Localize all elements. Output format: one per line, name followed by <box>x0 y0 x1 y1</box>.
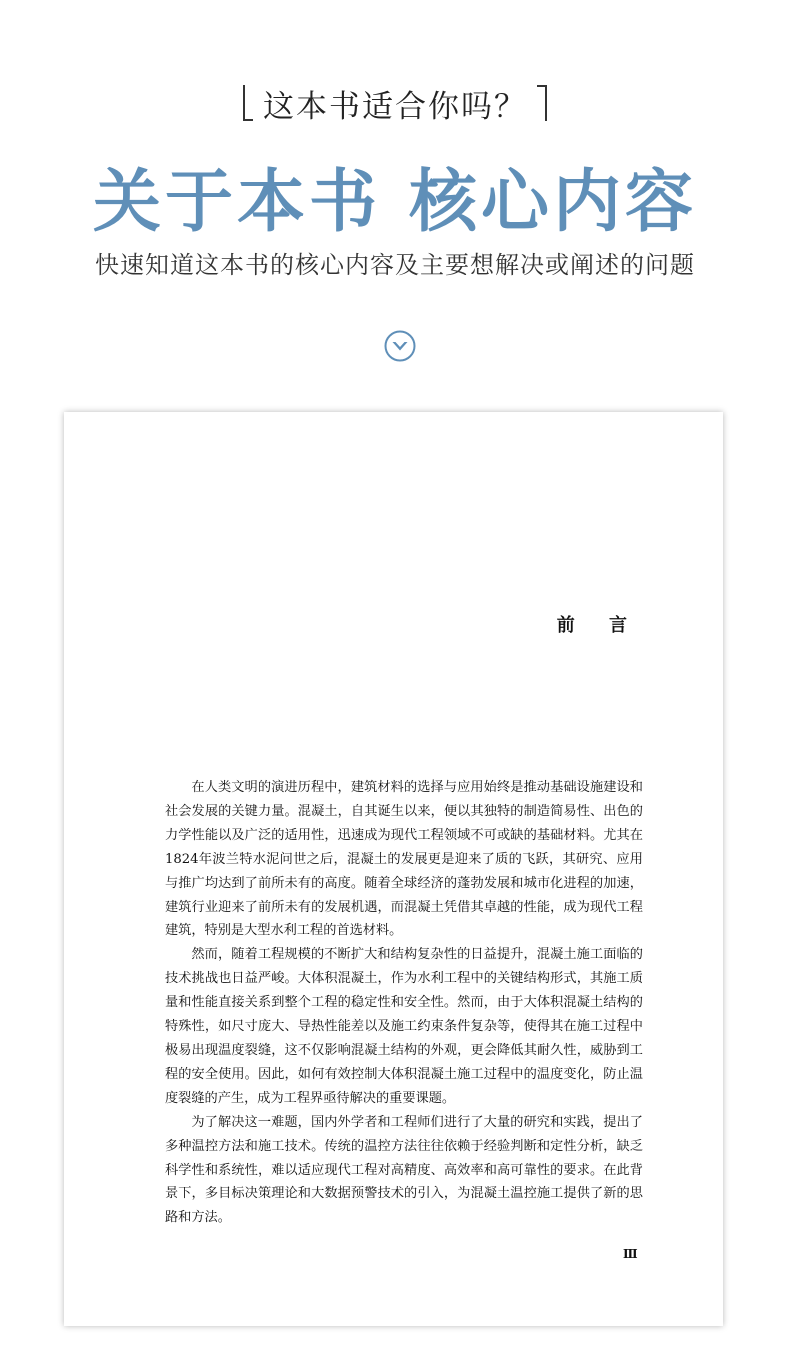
book-page-preview <box>64 412 723 1326</box>
preface-heading: 前 言 <box>556 615 641 636</box>
left-bracket-decoration <box>243 85 253 121</box>
preface-paragraph-3: 为了解决这一难题，国内外学者和工程师们进行了大量的研究和实践，提出了多种温控方法和施工技术。传统的温控方法往往依赖于经验判断和定性分析，缺乏科学性和系统性，难以适应现代工程对高精度、高效率和高可靠性的要求。在此背景下，多目标决策理论和大数据预警技术的引入，为混凝土温控施工提供了新的思路和方法。 <box>165 1114 643 1226</box>
chevron-down-circle-icon <box>384 330 416 362</box>
section-tag-text: 这本书适合你吗？ <box>263 88 527 125</box>
page-title <box>0 148 790 245</box>
page-number: Ⅲ <box>623 1247 638 1261</box>
preface-paragraph-2: 然而，随着工程规模的不断扩大和结构复杂性的日益提升，混凝土施工面临的技术挑战也日益严峻。大体积混凝土，作为水利工程中的关键结构形式，其施工质量和性能直接关系到整个工程的稳定性和安全性。然而，由于大体积混凝土结构的特殊性，如尺寸庞大、导热性能差以及施工约束条件复杂等，使得其在施工过程中极易出现温度裂缝，这不仅影响混凝土结构的外观，更会降低其耐久性，威胁到工程的安全使用。因此，如何有效控制大体积混凝土施工过程中的温度变化，防止温度裂缝的产生，成为工程界亟待解决的重要课题。 <box>165 947 643 1106</box>
right-bracket-decoration <box>537 85 547 121</box>
section-tag <box>0 80 790 126</box>
page-title-part2: 核心内容 <box>409 162 698 242</box>
page-title-part1: 关于本书 <box>92 162 381 242</box>
preface-paragraph-1: 在人类文明的演进历程中，建筑材料的选择与应用始终是推动基础设施建设和社会发展的关键力量。混凝土，自其诞生以来，便以其独特的制造简易性、出色的力学性能以及广泛的适用性，迅速成为现代工程领域不可或缺的基础材料。尤其在1824年波兰特水泥问世之后，混凝土的发展更是迎来了质的飞跃，其研究、应用与推广均达到了前所未有的高度。随着全球经济的蓬勃发展和城市化进程的加速，建筑行业迎来了前所未有的发展机遇，而混凝土凭借其卓越的性能，成为现代工程建筑，特别是大型水利工程的首选材料。 <box>165 780 643 939</box>
preface-body <box>165 776 643 1230</box>
page-subtitle: 快速知道这本书的核心内容及主要想解决或阐述的问题 <box>95 251 695 279</box>
